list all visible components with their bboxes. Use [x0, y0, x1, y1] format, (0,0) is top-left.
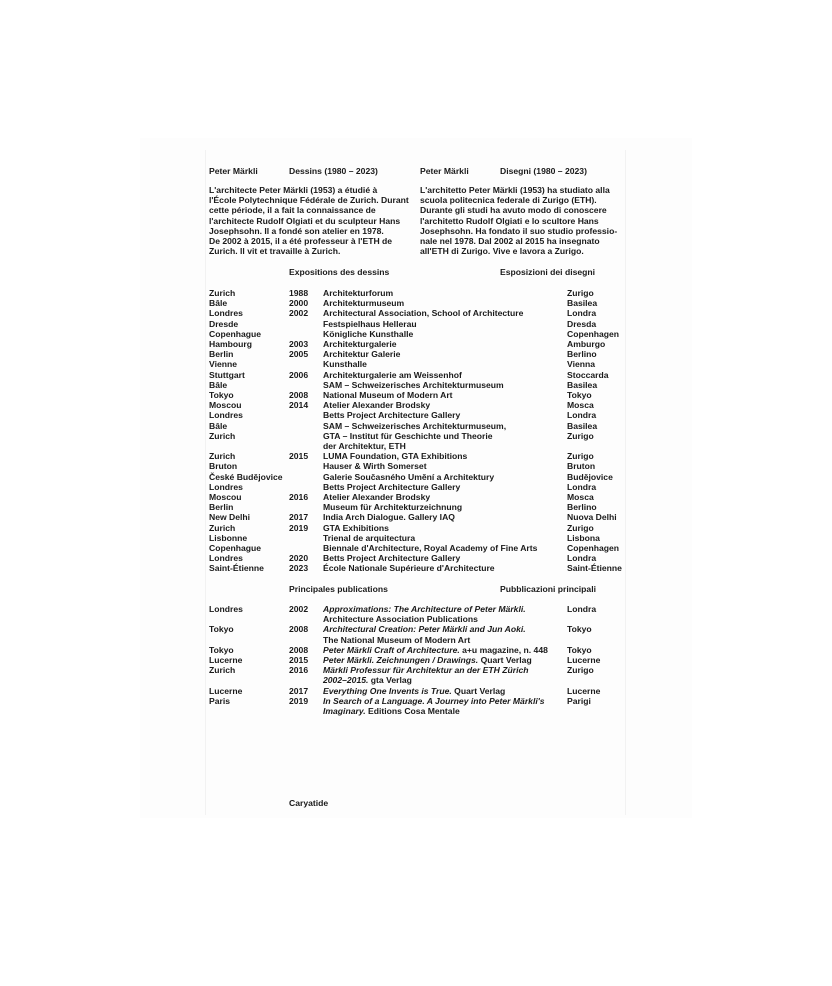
- exhibition-row: [0, 329, 832, 339]
- publication-row: [0, 635, 832, 645]
- exhibition-city-italian: Zurigo: [567, 451, 594, 462]
- intro-line: nale nel 1978. Dal 2002 al 2015 ha insegnato: [420, 236, 600, 247]
- intro-line: De 2002 à 2015, il a été professeur à l'ETH de: [209, 236, 393, 247]
- exhibition-city: Bâle: [209, 420, 228, 431]
- publication-city-italian: Tokyo: [567, 644, 592, 655]
- exhibition-city: Bruton: [209, 461, 238, 472]
- exhibition-city: Berlin: [209, 349, 234, 360]
- exhibition-row: [0, 523, 832, 533]
- publication-publisher: Editions Cosa Mentale: [365, 706, 460, 716]
- publication-city: Londres: [209, 604, 243, 614]
- exhibition-row: [0, 359, 832, 369]
- header-author-it: Peter Märkli: [420, 166, 469, 176]
- exhibition-city: Londres: [209, 410, 243, 421]
- publication-row: [0, 604, 832, 614]
- exhibition-row: [0, 441, 832, 451]
- publication-title: Peter Märkli. Zeichnungen / Drawings.: [323, 655, 479, 665]
- publication-entry: [323, 665, 529, 675]
- intro-line: Josephsohn. Il a fondé son atelier en 1978.: [209, 225, 384, 236]
- exhibition-year: 2023: [289, 563, 309, 574]
- intro-line: Josephsohn. Ha fondato il suo studio professio-: [420, 225, 618, 236]
- exhibition-venue: Architectural Association, School of Architecture: [323, 308, 524, 319]
- publications-heading-it: Pubblicazioni principali: [500, 584, 596, 594]
- publication-year: 2017: [289, 685, 309, 696]
- exhibition-venue: Hauser & Wirth Somerset: [323, 461, 427, 472]
- publication-year: 2002: [289, 604, 309, 614]
- intro-french: [209, 185, 409, 256]
- exhibition-venue: Architekturmuseum: [323, 298, 405, 309]
- publication-city-italian: Lucerne: [567, 685, 601, 696]
- exhibition-venue: SAM – Schweizerisches Architekturmuseum,: [323, 420, 507, 431]
- publication-entry: [323, 624, 526, 634]
- exhibition-row: [0, 482, 832, 492]
- exhibition-city: Copenhague: [209, 328, 262, 339]
- exhibition-row: [0, 533, 832, 543]
- exhibition-city: Zurich: [209, 522, 236, 533]
- exhibition-venue: Königliche Kunsthalle: [323, 328, 414, 339]
- exhibition-row: [0, 451, 832, 461]
- exhibition-row: [0, 339, 832, 349]
- exhibition-venue: Architekturgalerie: [323, 339, 397, 349]
- intro-line: all'ETH di Zurigo. Vive e lavora a Zurigo.: [420, 246, 584, 257]
- publication-publisher: a+u magazine, n. 448: [459, 644, 548, 655]
- intro-italian: [420, 185, 617, 256]
- exhibition-city: Saint-Étienne: [209, 563, 264, 574]
- exhibition-row: [0, 502, 832, 512]
- exhibition-venue: Kunsthalle: [323, 359, 367, 370]
- intro-line: l'architecte Rudolf Olgiati et du sculpteur Hans: [209, 215, 401, 226]
- exhibition-city-italian: Bruton: [567, 461, 596, 472]
- exhibition-row: [0, 319, 832, 329]
- exhibition-city-italian: Mosca: [567, 400, 594, 411]
- exhibition-city-italian: Basilea: [567, 379, 598, 390]
- exhibition-city: Tokyo: [209, 390, 234, 400]
- publication-row: [0, 675, 832, 685]
- exhibition-row: [0, 492, 832, 502]
- exhibition-year: 1988: [289, 288, 309, 298]
- exhibition-venue: Trienal de arquitectura: [323, 532, 416, 543]
- exhibition-row: [0, 512, 832, 522]
- exhibition-city-italian: Copenhagen: [567, 328, 620, 339]
- publication-year: 2019: [289, 695, 309, 706]
- exhibition-venue: Festspielhaus Hellerau: [323, 318, 417, 329]
- publication-title: Märkli Professur für Architektur an der ETH Zürich: [323, 665, 529, 676]
- exhibition-row: [0, 308, 832, 318]
- publication-row: [0, 624, 832, 634]
- exhibition-venue: Museum für Architekturzeichnung: [323, 502, 463, 513]
- exhibition-venue: LUMA Foundation, GTA Exhibitions: [323, 451, 468, 462]
- publication-publisher: gta Verlag: [368, 675, 412, 686]
- publication-city-italian: Londra: [567, 604, 597, 614]
- exhibition-year: 2003: [289, 339, 309, 349]
- intro-line: scuola politecnica federale di Zurigo (ETH).: [420, 195, 597, 206]
- publication-publisher: Architecture Association Publications: [323, 614, 478, 625]
- header-author-fr: Peter Märkli: [209, 166, 258, 176]
- publication-city: Paris: [209, 695, 231, 706]
- exhibition-city-italian: Saint-Étienne: [567, 563, 622, 574]
- exhibition-year: 2019: [289, 522, 309, 533]
- header-title-it: Disegni (1980 – 2023): [500, 166, 587, 176]
- exhibition-venue: Architektur Galerie: [323, 349, 401, 360]
- exhibition-venue: der Architektur, ETH: [323, 441, 406, 451]
- exhibition-year: 2017: [289, 512, 309, 523]
- exhibition-city-italian: Londra: [567, 410, 597, 421]
- intro-line: Zurich. Il vit et travaille à Zurich.: [209, 246, 341, 257]
- publication-row: [0, 665, 832, 675]
- exhibition-year: 2016: [289, 492, 309, 502]
- exhibition-city-italian: Zurigo: [567, 430, 594, 441]
- exhibition-city: Londres: [209, 308, 243, 319]
- exhibition-row: [0, 298, 832, 308]
- publication-entry: [323, 686, 505, 696]
- exhibition-row: [0, 410, 832, 420]
- exhibition-venue: Betts Project Architecture Gallery: [323, 553, 461, 564]
- exhibition-venue: Atelier Alexander Brodsky: [323, 400, 431, 411]
- exhibition-venue: Biennale d'Architecture, Royal Academy of Fine Arts: [323, 543, 538, 553]
- publication-entry: [323, 614, 478, 624]
- exhibition-city-italian: Tokyo: [567, 390, 592, 400]
- exhibition-venue: National Museum of Modern Art: [323, 390, 453, 400]
- publication-title: Everything One Invents is True.: [323, 685, 452, 696]
- exhibition-city-italian: Londra: [567, 481, 597, 492]
- publication-row: [0, 614, 832, 624]
- publication-publisher: Quart Verlag: [478, 655, 532, 665]
- publication-entry: [323, 675, 412, 685]
- exhibition-city: Dresde: [209, 318, 239, 329]
- exhibition-city: Copenhague: [209, 543, 262, 553]
- exhibition-row: [0, 553, 832, 563]
- publication-city: Tokyo: [209, 644, 234, 655]
- exhibition-city: Bâle: [209, 379, 228, 390]
- publication-row: [0, 655, 832, 665]
- publication-title: Imaginary.: [323, 706, 366, 716]
- exhibitions-heading-fr: Expositions des dessins: [289, 267, 390, 277]
- publication-row: [0, 706, 832, 716]
- exhibition-row: [0, 370, 832, 380]
- exhibition-city: Zurich: [209, 288, 236, 298]
- publication-title: Approximations: The Architecture of Peter Märkli.: [323, 604, 526, 614]
- exhibition-venue: Betts Project Architecture Gallery: [323, 481, 461, 492]
- exhibition-venue: Architekturforum: [323, 288, 394, 298]
- publication-year: 2016: [289, 665, 309, 676]
- exhibition-city-italian: Londra: [567, 308, 597, 319]
- intro-line: L'architetto Peter Märkli (1953) ha studiato alla: [420, 185, 610, 195]
- publication-year: 2008: [289, 624, 309, 635]
- exhibition-year: 2006: [289, 369, 309, 380]
- exhibition-venue: GTA – Institut für Geschichte und Theorie: [323, 430, 493, 441]
- exhibition-city: Zurich: [209, 430, 236, 441]
- exhibition-city-italian: Lisbona: [567, 532, 600, 543]
- publication-title: Peter Märkli Craft of Architecture.: [323, 644, 460, 655]
- exhibition-row: [0, 380, 832, 390]
- exhibition-venue: GTA Exhibitions: [323, 522, 389, 533]
- exhibition-city-italian: Zurigo: [567, 522, 594, 533]
- exhibition-city: Londres: [209, 553, 243, 564]
- publication-city-italian: Parigi: [567, 695, 591, 706]
- exhibition-venue: Architekturgalerie am Weissenhof: [323, 369, 462, 380]
- exhibition-city: Hambourg: [209, 339, 252, 349]
- intro-line: l'architetto Rudolf Olgiati e lo scultore Hans: [420, 215, 599, 226]
- exhibition-row: [0, 563, 832, 573]
- publication-entry: [323, 706, 460, 716]
- publication-city-italian: Zurigo: [567, 665, 594, 676]
- publication-year: 2008: [289, 644, 309, 655]
- exhibition-city-italian: Budějovice: [567, 471, 613, 482]
- exhibition-city-italian: Basilea: [567, 298, 598, 309]
- exhibition-year: 2015: [289, 451, 309, 462]
- publication-city: Lucerne: [209, 685, 243, 696]
- publication-title: In Search of a Language. A Journey into Peter Märkli's: [323, 695, 545, 706]
- publication-row: [0, 686, 832, 696]
- exhibition-year: 2014: [289, 400, 309, 411]
- exhibition-city: New Delhi: [209, 512, 251, 523]
- intro-line: L'architecte Peter Märkli (1953) a étudié à: [209, 185, 378, 195]
- publication-entry: [323, 655, 532, 665]
- publication-city: Zurich: [209, 665, 236, 676]
- exhibition-year: 2008: [289, 390, 309, 400]
- exhibition-city: Vienne: [209, 359, 238, 370]
- publication-year: 2015: [289, 655, 309, 665]
- exhibition-city-italian: Mosca: [567, 492, 594, 502]
- exhibition-city: Bâle: [209, 298, 228, 309]
- exhibition-city-italian: Amburgo: [567, 339, 606, 349]
- exhibition-row: [0, 288, 832, 298]
- exhibition-row: [0, 349, 832, 359]
- exhibition-city-italian: Stoccarda: [567, 369, 609, 380]
- publication-entry: [323, 645, 548, 655]
- exhibitions-heading-it: Esposizioni dei disegni: [500, 267, 596, 277]
- header-title-fr: Dessins (1980 – 2023): [289, 166, 378, 176]
- exhibition-row: [0, 431, 832, 441]
- publication-entry: [323, 604, 526, 614]
- publication-city: Lucerne: [209, 655, 243, 665]
- publication-title: Architectural Creation: Peter Märkli and Jun Aoki.: [323, 624, 526, 635]
- exhibition-city: Moscou: [209, 400, 242, 411]
- exhibition-city: Moscou: [209, 492, 242, 502]
- exhibition-city: Lisbonne: [209, 532, 248, 543]
- exhibition-year: 2005: [289, 349, 309, 360]
- exhibition-city: Zurich: [209, 451, 236, 462]
- exhibition-city-italian: Nuova Delhi: [567, 512, 617, 523]
- exhibition-city: České Budějovice: [209, 471, 283, 482]
- publication-title: 2002–2015.: [323, 675, 369, 686]
- exhibition-row: [0, 472, 832, 482]
- exhibition-venue: Atelier Alexander Brodsky: [323, 492, 431, 502]
- publication-entry: [323, 696, 545, 706]
- publication-row: [0, 645, 832, 655]
- exhibition-venue: Betts Project Architecture Gallery: [323, 410, 461, 421]
- publication-publisher: Quart Verlag: [451, 685, 506, 696]
- exhibition-city-italian: Londra: [567, 553, 597, 564]
- exhibition-venue: Galerie Současného Umění a Architektury: [323, 471, 495, 482]
- exhibition-city: Londres: [209, 481, 243, 492]
- exhibition-city-italian: Dresda: [567, 318, 597, 329]
- exhibition-year: 2000: [289, 298, 309, 309]
- exhibition-row: [0, 543, 832, 553]
- exhibition-row: [0, 400, 832, 410]
- exhibition-city-italian: Zurigo: [567, 288, 594, 298]
- intro-line: Durante gli studi ha avuto modo di conoscere: [420, 205, 607, 216]
- exhibition-row: [0, 390, 832, 400]
- exhibition-city-italian: Copenhagen: [567, 543, 620, 553]
- exhibition-venue: École Nationale Supérieure d'Architecture: [323, 563, 495, 574]
- intro-line: l'École Polytechnique Fédérale de Zurich. Durant: [209, 195, 409, 206]
- exhibition-city-italian: Berlino: [567, 349, 597, 360]
- publication-city-italian: Tokyo: [567, 624, 592, 635]
- exhibition-venue: SAM – Schweizerisches Architekturmuseum: [323, 379, 504, 390]
- publication-publisher: The National Museum of Modern Art: [323, 634, 471, 645]
- exhibition-year: 2020: [289, 553, 309, 564]
- exhibition-row: [0, 461, 832, 471]
- publisher-name: Caryatide: [289, 798, 329, 808]
- publication-row: [0, 696, 832, 706]
- exhibition-venue: India Arch Dialogue. Gallery IAQ: [323, 512, 455, 523]
- publication-entry: [323, 635, 470, 645]
- intro-line: cette période, il a fait la connaissance de: [209, 205, 376, 216]
- publication-city: Tokyo: [209, 624, 234, 635]
- publication-city-italian: Lucerne: [567, 655, 601, 665]
- exhibition-year: 2002: [289, 308, 309, 319]
- exhibition-city-italian: Vienna: [567, 359, 596, 370]
- exhibition-row: [0, 421, 832, 431]
- exhibition-city: Stuttgart: [209, 369, 245, 380]
- exhibition-city: Berlin: [209, 502, 234, 513]
- exhibition-city-italian: Berlino: [567, 502, 597, 513]
- publications-heading-fr: Principales publications: [289, 584, 388, 594]
- exhibition-city-italian: Basilea: [567, 420, 598, 431]
